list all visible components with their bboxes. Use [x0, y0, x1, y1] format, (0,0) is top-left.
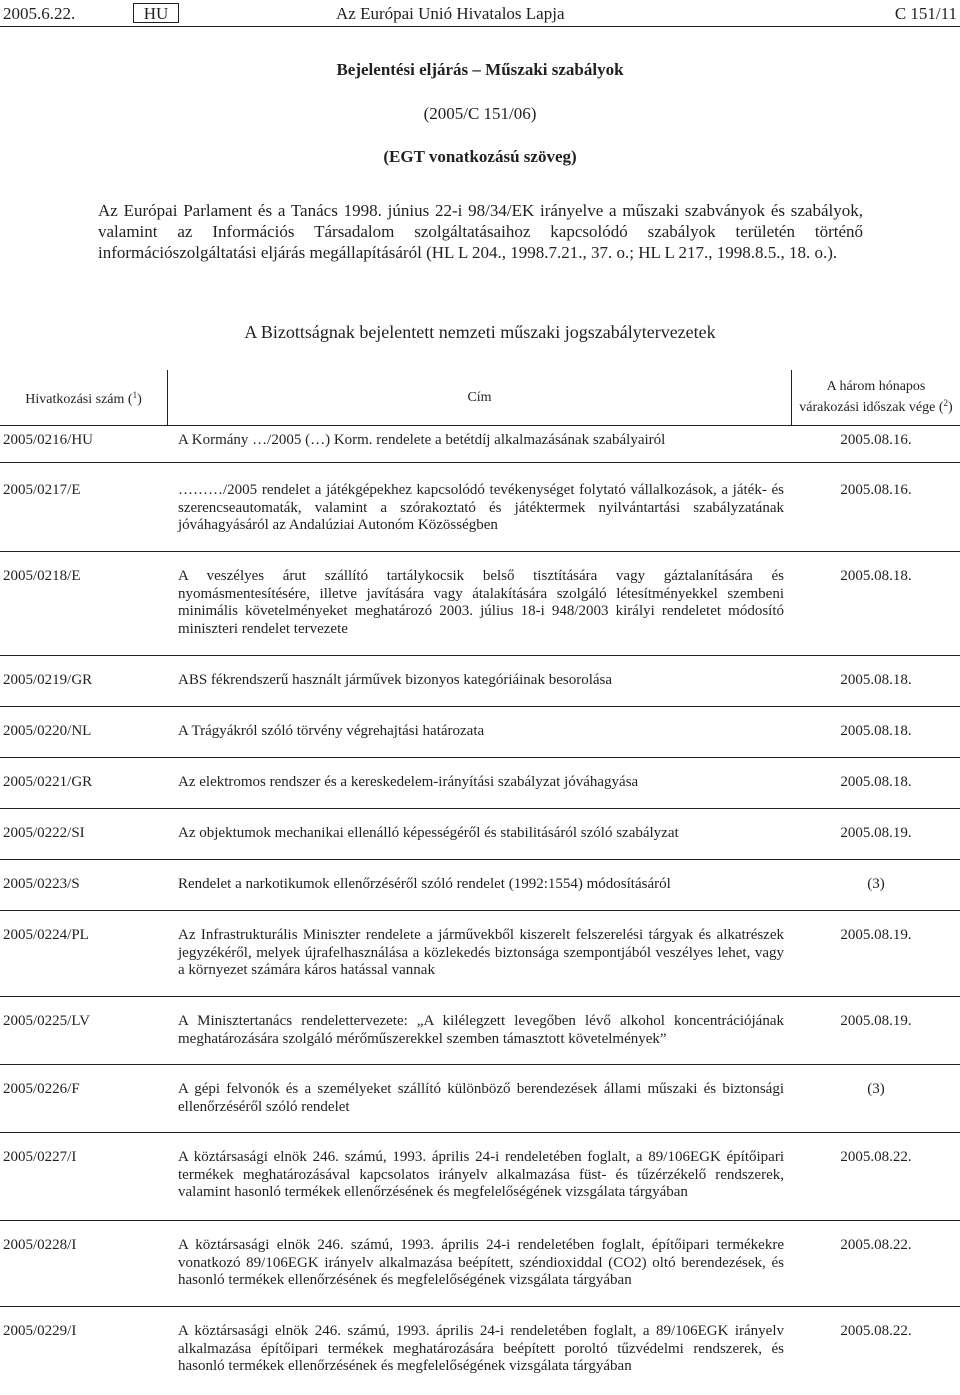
column-header-end-line1: A három hónapos: [826, 379, 926, 394]
row-title: Az objektumok mechanikai ellenálló képességéről és stabilitásáról szóló szabályzat: [178, 825, 679, 841]
row-title: Az Infrastrukturális Miniszter rendelete a járművekből kiszerelt felszerelési tárgyak és alkatrészek jegyzékéről, melyek újrafelhasználása a közlekedés biztonsága szempontjából veszélyes lehet, vagy a környezet számára káros hatással vannak: [178, 927, 784, 978]
footnote-marker: 1: [132, 390, 138, 400]
table-header-rule: [0, 425, 960, 426]
row-reference: 2005/0224/PL: [3, 927, 89, 943]
row-separator: [0, 1306, 960, 1307]
table-header: [0, 370, 960, 425]
row-separator: [0, 757, 960, 758]
row-reference: 2005/0219/GR: [3, 672, 93, 688]
row-reference: 2005/0227/I: [3, 1149, 77, 1165]
eea-relevance-note: (EGT vonatkozású szöveg): [383, 147, 577, 166]
row-end-date: 2005.08.19.: [840, 927, 912, 943]
column-header-reference: Hivatkozási szám ($^1$): [0, 370, 168, 425]
header-date: 2005.6.22.: [3, 4, 76, 23]
row-reference: 2005/0218/E: [3, 568, 81, 584]
row-title: A gépi felvonók és a személyeket szállító különböző berendezések állami műszaki és biztonsági ellenőrzéséről szóló rendelet: [178, 1081, 784, 1115]
row-title: ………/2005 rendelet a játékgépekhez kapcsolódó tevékenységet folytató vállalkozások, a játék- és szerencseautomaták, valamint a szórakoztató és játéktermek nyilvántartási szabályzatának jóváhagyásáról az Andalúziai Autonóm Közösségben: [178, 482, 784, 533]
intro-paragraph: Az Európai Parlament és a Tanács 1998. június 22-i 98/34/EK irányelve a műszaki szabványok és szabályok, valamint az Információs Társadalom szolgáltatásaihoz kapcsolódó szabályok területén történő információszolgáltatási eljárás megállapításáról (HL L 204., 1998.7.21., 37. o.; HL L 217., 1998.8.5., 18. o.).: [98, 201, 863, 262]
page-header: [0, 0, 960, 26]
row-title: ABS fékrendszerű használt járművek bizonyos kategóriáinak besorolása: [178, 672, 613, 688]
row-reference: 2005/0226/F: [3, 1081, 80, 1097]
row-title: A köztársasági elnök 246. számú, 1993. április 24-i rendeletében foglalt, a 89/106EGK irányelv alkalmazása építőipari termékek meghatározására beépített poroltó tűzvédelmi rendszerek, és hasonló termékek ellenőrzésének és megfelelőségének vizsgálata tárgyában: [178, 1323, 784, 1374]
row-separator: [0, 462, 960, 463]
row-end-date: 2005.08.19.: [840, 1013, 912, 1029]
page-number: C 151/11: [894, 4, 957, 23]
journal-title: Az Európai Unió Hivatalos Lapja: [336, 4, 565, 23]
row-separator: [0, 551, 960, 552]
column-header-reference-label: Hivatkozási szám: [25, 392, 125, 407]
row-end-date: 2005.08.22.: [840, 1149, 912, 1165]
row-end-date: 2005.08.16.: [840, 482, 912, 498]
row-title: A veszélyes árut szállító tartálykocsik belső tisztítására vagy gáztalanítására és nyomásmentesítésére, illetve javítására vagy átalakítására szolgáló létesítményekkel szembeni minimális követelményeket meghatározó 2003. július 18-i 948/2003 királyi rendeletet módosító miniszteri rendelet tervezete: [178, 568, 784, 637]
notice-title: Bejelentési eljárás – Műszaki szabályok: [336, 60, 624, 79]
footnote-marker: 2: [943, 398, 949, 408]
row-separator: [0, 1220, 960, 1221]
row-reference: 2005/0216/HU: [3, 432, 93, 448]
column-header-title: Cím: [168, 370, 792, 425]
row-reference: 2005/0217/E: [3, 482, 81, 498]
row-title: A Trágyákról szóló törvény végrehajtási határozata: [178, 723, 485, 739]
row-title: Az elektromos rendszer és a kereskedelem-irányítási szabályzat jóváhagyása: [178, 774, 639, 790]
column-header-end-line2: várakozási időszak vége: [799, 400, 936, 415]
row-end-date: 2005.08.18.: [840, 723, 912, 739]
column-header-end-date: A három hónapos várakozási időszak vége ($^2$): [799, 379, 953, 415]
row-separator: [0, 859, 960, 860]
language-badge: HU: [133, 3, 179, 23]
row-end-date: (3): [867, 1081, 885, 1097]
row-reference: 2005/0221/GR: [3, 774, 93, 790]
section-title: A Bizottságnak bejelentett nemzeti műszaki jogszabálytervezetek: [244, 322, 716, 342]
notice-reference: (2005/C 151/06): [423, 104, 537, 123]
row-separator: [0, 706, 960, 707]
row-end-date: 2005.08.16.: [840, 432, 912, 448]
row-reference: 2005/0225/LV: [3, 1013, 90, 1029]
row-separator: [0, 996, 960, 997]
row-title: A Kormány …/2005 (…) Korm. rendelete a betétdíj alkalmazásának szabályairól: [178, 432, 666, 448]
row-separator: [0, 655, 960, 656]
row-title: A köztársasági elnök 246. számú, 1993. április 24-i rendeletében foglalt, a 89/106EGK építőipari termékek meghatározásával kapcsolatos irányelv alkalmazása füst- és tűzérzékelő rendszerek, valamint hasonló termékek ellenőrzésének és megfelelőségének vizsgálata tárgyában: [178, 1149, 784, 1200]
row-end-date: 2005.08.18.: [840, 672, 912, 688]
row-reference: 2005/0222/SI: [3, 825, 85, 841]
row-end-date: (3): [867, 876, 885, 892]
row-separator: [0, 808, 960, 809]
row-end-date: 2005.08.18.: [840, 774, 912, 790]
row-end-date: 2005.08.19.: [840, 825, 912, 841]
row-separator: [0, 1064, 960, 1065]
row-separator: [0, 1132, 960, 1133]
row-title: Rendelet a narkotikumok ellenőrzéséről szóló rendelet (1992:1554) módosításáról: [178, 876, 671, 892]
header-rule: [0, 26, 960, 27]
row-reference: 2005/0223/S: [3, 876, 80, 892]
row-reference: 2005/0228/I: [3, 1237, 77, 1253]
row-end-date: 2005.08.22.: [840, 1237, 912, 1253]
row-end-date: 2005.08.18.: [840, 568, 912, 584]
row-separator: [0, 910, 960, 911]
row-reference: 2005/0220/NL: [3, 723, 92, 739]
row-end-date: 2005.08.22.: [840, 1323, 912, 1339]
row-title: A Minisztertanács rendelettervezete: „A kilélegzett levegőben lévő alkohol koncentrációjának meghatározására szolgáló mérőműszerekkel szemben támasztott követelmények”: [178, 1013, 784, 1047]
row-reference: 2005/0229/I: [3, 1323, 77, 1339]
row-title: A köztársasági elnök 246. számú, 1993. április 24-i rendeletében foglalt, építőipari termékekre vonatkozó 89/106EGK irányelv alkalmazása beépített, széndioxiddal (CO2) oltó berendezések, és hasonló termékek ellenőrzésének és megfelelőségének vizsgálata tárgyában: [178, 1237, 784, 1288]
